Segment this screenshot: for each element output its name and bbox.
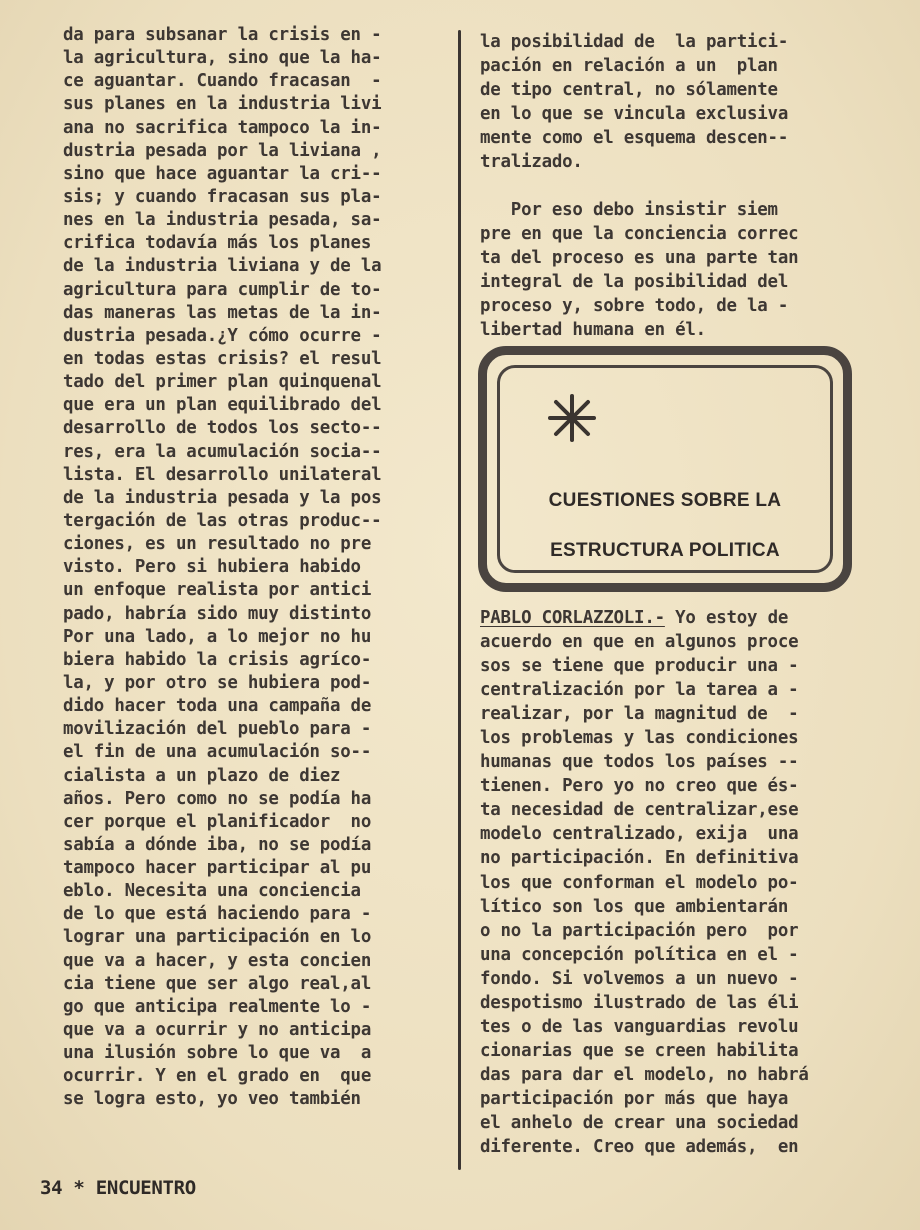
text-line: dustria pesada por la liviana , <box>63 140 382 161</box>
text-line: un enfoque realista por antici <box>63 580 372 601</box>
text-line: despotismo ilustrado de las éli <box>480 992 799 1013</box>
asterisk-icon <box>546 392 598 444</box>
text-line: tes o de las vanguardias revolu <box>480 1016 799 1037</box>
text-line: res, era la acumulación socia-- <box>63 441 382 462</box>
text-line: sis; y cuando fracasan sus pla- <box>63 186 382 207</box>
text-line: acuerdo en que en algunos proce <box>480 632 799 653</box>
text-line: tienen. Pero yo no creo que és- <box>480 776 799 797</box>
text-line: cialista a un plazo de diez <box>63 765 341 786</box>
text-line: pado, habría sido muy distinto <box>63 603 372 624</box>
text-line: los problemas y las condiciones <box>480 728 799 749</box>
text-line: sabía a dónde iba, no se podía <box>63 834 372 855</box>
section-heading-inner-frame <box>497 365 833 573</box>
text-line: sino que hace aguantar la cri-- <box>63 163 382 184</box>
text-line: humanas que todos los países -- <box>480 752 799 773</box>
section-heading-box <box>478 346 852 592</box>
text-line: Por eso debo insistir siem <box>480 200 778 220</box>
text-line: la agricultura, sino que la ha- <box>63 48 382 69</box>
text-line: de lo que está haciendo para - <box>63 904 372 925</box>
text-line: proceso y, sobre todo, de la - <box>480 296 789 317</box>
text-line: dido hacer toda una campaña de <box>63 696 372 717</box>
text-line: cia tiene que ser algo real,al <box>63 973 372 994</box>
text-line: das maneras las metas de la in- <box>63 302 382 323</box>
page-footer: 34 * ENCUENTRO <box>40 1177 196 1199</box>
text-line: ocurrir. Y en el grado en que <box>63 1066 372 1087</box>
text-line: sus planes en la industria livi <box>63 94 382 115</box>
text-line: de la industria liviana y de la <box>63 256 382 277</box>
text-line: una concepción política en el - <box>480 944 799 965</box>
text-line: lista. El desarrollo unilateral <box>63 464 382 485</box>
text-line: el anhelo de crear una sociedad <box>480 1112 799 1133</box>
text-line: de la industria pesada y la pos <box>63 487 382 508</box>
text-line: ana no sacrifica tampoco la in- <box>63 117 382 138</box>
text-line: que era un plan equilibrado del <box>63 395 382 416</box>
text-line: visto. Pero si hubiera habido <box>63 557 361 578</box>
text-line: el fin de una acumulación so-- <box>63 742 372 763</box>
text-line: en lo que se vincula exclusiva <box>480 104 789 125</box>
text-line: ta del proceso es una parte tan <box>480 248 799 269</box>
text-line: das para dar el modelo, no habrá <box>480 1064 809 1085</box>
text-line: integral de la posibilidad del <box>480 272 789 293</box>
text-line: da para subsanar la crisis en - <box>63 25 382 45</box>
text-line: se logra esto, yo veo también <box>63 1089 361 1110</box>
text-line: ciones, es un resultado no pre <box>63 534 372 555</box>
text-line: de tipo central, no sólamente <box>480 80 778 101</box>
text-line: fondo. Si volvemos a un nuevo - <box>480 968 799 989</box>
text-line: lograr una participación en lo <box>63 927 372 948</box>
text-line: desarrollo de todos los secto-- <box>63 418 382 439</box>
text-line: tampoco hacer participar al pu <box>63 858 372 879</box>
right-text-column-para2 <box>480 198 855 342</box>
text-line: movilización del pueblo para - <box>63 719 372 740</box>
text-line: realizar, por la magnitud de - <box>480 704 799 725</box>
text-line: ce aguantar. Cuando fracasan - <box>63 71 382 92</box>
right-text-column-top <box>480 30 855 174</box>
text-line: que va a hacer, y esta concien <box>63 950 372 971</box>
text-line: la, y por otro se hubiera pod- <box>63 672 372 693</box>
text-line: nes en la industria pesada, sa- <box>63 210 382 231</box>
text-line: tralizado. <box>480 152 583 173</box>
left-text-column <box>63 24 448 1112</box>
text-line: agricultura para cumplir de to- <box>63 279 382 300</box>
text-line: tado del primer plan quinquenal <box>63 372 382 393</box>
text-line: en todas estas crisis? el resul <box>63 348 382 369</box>
text-line: Por una lado, a lo mejor no hu <box>63 626 372 647</box>
speaker-name: PABLO CORLAZZOLI.- <box>480 608 665 628</box>
text-line: sos se tiene que producir una - <box>480 656 799 677</box>
text-line: ta necesidad de centralizar,ese <box>480 800 799 821</box>
text-line: crifica todavía más los planes <box>63 233 372 254</box>
section-heading-line-2: ESTRUCTURA POLITICA <box>550 540 780 561</box>
text-line: que va a ocurrir y no anticipa <box>63 1020 372 1041</box>
text-line: libertad humana en él. <box>480 320 706 341</box>
speaker-line <box>480 606 855 630</box>
text-line: pación en relación a un plan <box>480 56 778 77</box>
column-divider <box>458 30 461 1170</box>
text-line: cionarias que se creen habilita <box>480 1040 799 1061</box>
text-line: una ilusión sobre lo que va a <box>63 1043 372 1064</box>
text-line: participación por más que haya <box>480 1088 789 1109</box>
text-line: o no la participación pero por <box>480 920 799 941</box>
text-line: mente como el esquema descen-- <box>480 128 789 149</box>
text-line: biera habido la crisis agríco- <box>63 649 372 670</box>
text-line: los que conforman el modelo po- <box>480 872 799 893</box>
text-line: la posibilidad de la partici- <box>480 32 789 52</box>
text-line: dustria pesada.¿Y cómo ocurre - <box>63 325 382 346</box>
section-heading-line-1: CUESTIONES SOBRE LA <box>548 490 782 511</box>
text-line: cer porque el planificador no <box>63 811 372 832</box>
text-line: eblo. Necesita una conciencia <box>63 881 361 902</box>
text-line: centralización por la tarea a - <box>480 680 799 701</box>
text-line: no participación. En definitiva <box>480 848 799 869</box>
text-line: tergación de las otras produc-- <box>63 510 382 531</box>
text-line: pre en que la conciencia correc <box>480 224 799 245</box>
speaker-line-rest: Yo estoy de <box>664 608 789 628</box>
text-line: años. Pero como no se podía ha <box>63 788 372 809</box>
text-line: go que anticipa realmente lo - <box>63 996 372 1017</box>
right-text-column-bottom <box>480 606 855 1159</box>
text-line: diferente. Creo que además, en <box>480 1137 799 1158</box>
text-line: lítico son los que ambientarán <box>480 896 789 917</box>
text-line: modelo centralizado, exija una <box>480 824 799 845</box>
